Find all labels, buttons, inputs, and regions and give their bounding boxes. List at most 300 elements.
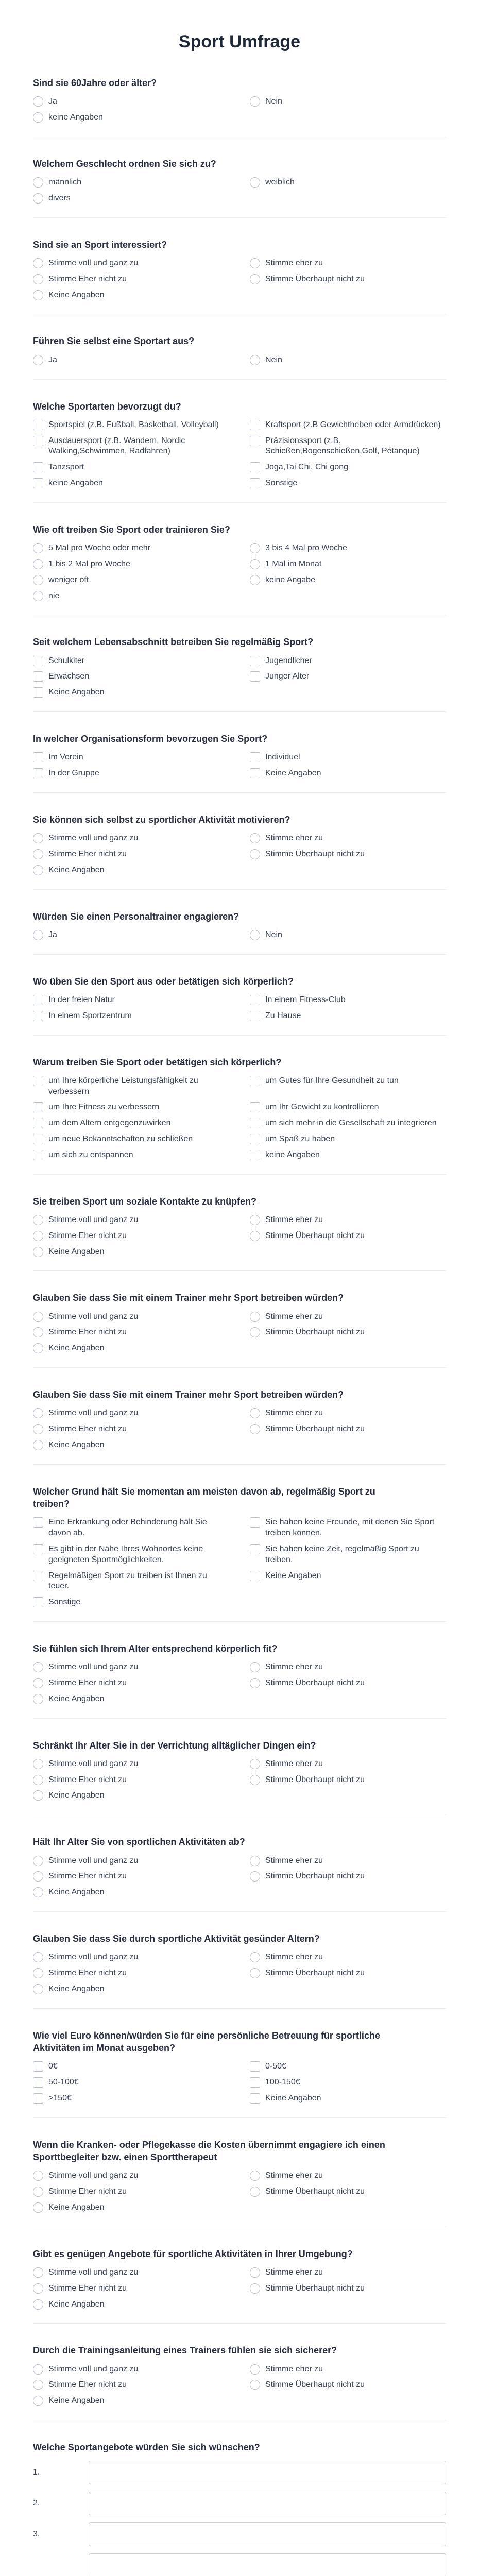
option-label: Individuel (265, 753, 300, 762)
option-label: Präzisionssport (z.B. Schießen,Bogenschießen,Golf, Pétanque) (265, 436, 420, 456)
radio-option[interactable] (33, 112, 229, 123)
radio-button[interactable] (33, 2171, 43, 2181)
checkbox-option[interactable] (250, 1076, 446, 1097)
radio-option[interactable] (250, 1775, 446, 1786)
radio-option[interactable] (250, 177, 446, 188)
option-label: Stimme Eher nicht zu (48, 1231, 127, 1240)
checkbox[interactable] (33, 420, 43, 430)
option-label: Stimme eher zu (265, 1953, 323, 1962)
checkbox-option[interactable] (250, 1134, 446, 1145)
checkbox[interactable] (250, 1011, 260, 1021)
checkbox[interactable] (33, 1517, 43, 1528)
checkbox-option[interactable] (33, 436, 229, 457)
radio-button[interactable] (250, 1678, 260, 1688)
radio-option[interactable] (250, 1662, 446, 1673)
checkbox[interactable] (250, 768, 260, 778)
question-label: Glauben Sie dass Sie durch sportliche Aktivität gesünder Altern? (33, 1933, 320, 1944)
radio-button[interactable] (250, 1408, 260, 1418)
checkbox-option[interactable] (33, 420, 229, 431)
radio-option[interactable] (33, 1952, 229, 1963)
radio-button[interactable] (33, 1678, 43, 1688)
radio-button[interactable] (250, 2364, 260, 2375)
radio-option[interactable] (250, 559, 446, 570)
radio-button[interactable] (250, 2380, 260, 2390)
option-label: Stimme Überhaupt nicht zu (265, 1231, 365, 1240)
checkbox-option[interactable] (33, 478, 229, 489)
checkbox[interactable] (33, 1597, 43, 1607)
checkbox[interactable] (33, 687, 43, 698)
checkbox[interactable] (250, 462, 260, 472)
radio-button[interactable] (33, 2187, 43, 2197)
question-label: Durch die Trainingsanleitung eines Trainers fühlen sie sich sicherer? (33, 2345, 337, 2356)
radio-button[interactable] (250, 1856, 260, 1866)
checkbox[interactable] (33, 656, 43, 666)
radio-button[interactable] (250, 274, 260, 284)
radio-button[interactable] (250, 833, 260, 843)
checkbox[interactable] (250, 752, 260, 762)
checkbox[interactable] (250, 1150, 260, 1160)
checkbox[interactable] (33, 436, 43, 446)
radio-option[interactable] (33, 258, 229, 269)
checkbox-option[interactable] (250, 2077, 446, 2088)
checkbox[interactable] (33, 671, 43, 682)
checkbox[interactable] (33, 462, 43, 472)
radio-button[interactable] (250, 1424, 260, 1434)
radio-option[interactable] (33, 1343, 229, 1354)
option-label: Stimme voll und ganz zu (48, 2267, 139, 2277)
radio-option[interactable] (33, 177, 229, 188)
checkbox-option[interactable] (33, 752, 229, 763)
radio-button[interactable] (250, 177, 260, 188)
checkbox[interactable] (250, 420, 260, 430)
option-label: Stimme eher zu (265, 2171, 323, 2180)
checkbox-option[interactable] (250, 1544, 446, 1566)
radio-button[interactable] (250, 930, 260, 940)
radio-option[interactable] (250, 1231, 446, 1242)
radio-button[interactable] (33, 575, 43, 585)
option-label: Kraftsport (z.B Gewichtheben oder Armdrücken) (265, 420, 441, 429)
checkbox[interactable] (250, 995, 260, 1005)
radio-option[interactable] (33, 1871, 229, 1882)
checkbox[interactable] (250, 1102, 260, 1112)
radio-option[interactable] (250, 274, 446, 285)
option-label: Stimme Eher nicht zu (48, 2380, 127, 2389)
options-grid (33, 1076, 446, 1161)
radio-option[interactable] (250, 1312, 446, 1323)
option-label: Stimme eher zu (265, 1409, 323, 1418)
radio-button[interactable] (250, 1312, 260, 1322)
radio-button[interactable] (33, 1247, 43, 1257)
radio-button[interactable] (33, 1984, 43, 1994)
radio-option[interactable] (250, 258, 446, 269)
option-label: Stimme Eher nicht zu (48, 274, 127, 283)
checkbox-option[interactable] (33, 995, 229, 1006)
question-label: Warum treiben Sie Sport oder betätigen sich körperlich? (33, 1057, 282, 1067)
radio-button[interactable] (33, 1312, 43, 1322)
radio-option[interactable] (250, 2187, 446, 2197)
checkbox[interactable] (33, 1102, 43, 1112)
checkbox-option[interactable] (250, 671, 446, 682)
option-label: Sportspiel (z.B. Fußball, Basketball, Volleyball) (48, 420, 219, 429)
checkbox-option[interactable] (33, 671, 229, 682)
checkbox-option[interactable] (250, 1118, 446, 1129)
checkbox[interactable] (33, 2061, 43, 2072)
wish-input[interactable] (89, 2492, 446, 2515)
radio-option[interactable] (33, 355, 229, 366)
checkbox-option[interactable] (33, 2061, 229, 2072)
radio-option[interactable] (250, 355, 446, 366)
checkbox-option[interactable] (250, 1011, 446, 1022)
radio-option[interactable] (250, 96, 446, 107)
radio-button[interactable] (33, 1759, 43, 1769)
radio-button[interactable] (33, 274, 43, 284)
radio-option[interactable] (33, 1662, 229, 1673)
radio-button[interactable] (33, 930, 43, 940)
radio-button[interactable] (33, 2364, 43, 2375)
checkbox[interactable] (250, 1517, 260, 1528)
checkbox-option[interactable] (250, 1150, 446, 1161)
radio-option[interactable] (250, 2267, 446, 2278)
checkbox[interactable] (250, 478, 260, 488)
checkbox-option[interactable] (250, 1571, 446, 1592)
radio-option[interactable] (33, 2396, 229, 2406)
checkbox[interactable] (33, 1118, 43, 1128)
radio-button[interactable] (33, 1662, 43, 1672)
options-grid (33, 258, 446, 300)
radio-option[interactable] (250, 1856, 446, 1867)
radio-option[interactable] (33, 1694, 229, 1705)
radio-option[interactable] (33, 290, 229, 301)
checkbox-option[interactable] (33, 1118, 229, 1129)
radio-button[interactable] (33, 96, 43, 107)
radio-option[interactable] (33, 1312, 229, 1323)
radio-option[interactable] (33, 575, 229, 586)
checkbox[interactable] (250, 1571, 260, 1581)
radio-option[interactable] (33, 1231, 229, 1242)
radio-option[interactable] (33, 559, 229, 570)
options-grid (33, 1952, 446, 1994)
question-label: Sind sie 60Jahre oder älter? (33, 78, 157, 88)
radio-option[interactable] (250, 2364, 446, 2375)
checkbox-option[interactable] (33, 1571, 229, 1592)
checkbox-option[interactable] (250, 436, 446, 457)
radio-button[interactable] (33, 258, 43, 268)
checkbox[interactable] (33, 1544, 43, 1554)
radio-option[interactable] (33, 591, 229, 602)
checkbox[interactable] (33, 1150, 43, 1160)
radio-button[interactable] (250, 1871, 260, 1882)
question-15 (33, 1388, 446, 1465)
radio-button[interactable] (33, 1968, 43, 1978)
wish-input[interactable] (89, 2553, 446, 2576)
checkbox-option[interactable] (33, 2093, 229, 2104)
checkbox[interactable] (250, 671, 260, 682)
question-17 (33, 1642, 446, 1719)
radio-option[interactable] (250, 1215, 446, 1226)
radio-option[interactable] (33, 274, 229, 285)
radio-button[interactable] (33, 1424, 43, 1434)
checkbox-option[interactable] (33, 1150, 229, 1161)
radio-button[interactable] (250, 1759, 260, 1769)
radio-option[interactable] (250, 1759, 446, 1770)
option-label: Jugendlicher (265, 656, 312, 665)
checkbox-option[interactable] (33, 1011, 229, 1022)
radio-option[interactable] (33, 1424, 229, 1435)
radio-button[interactable] (33, 559, 43, 569)
checkbox[interactable] (250, 1118, 260, 1128)
radio-button[interactable] (33, 290, 43, 300)
option-label: Keine Angaben (48, 688, 105, 697)
radio-button[interactable] (33, 1790, 43, 1801)
radio-option[interactable] (250, 833, 446, 844)
radio-option[interactable] (250, 1408, 446, 1419)
option-label: Stimme voll und ganz zu (48, 2364, 139, 2374)
radio-option[interactable] (33, 865, 229, 876)
radio-button[interactable] (250, 2267, 260, 2278)
radio-button[interactable] (250, 849, 260, 859)
radio-option[interactable] (33, 2283, 229, 2294)
checkbox-option[interactable] (250, 462, 446, 473)
radio-button[interactable] (250, 355, 260, 365)
checkbox-option[interactable] (250, 420, 446, 431)
checkbox-option[interactable] (33, 768, 229, 779)
option-label: Stimme Überhaupt nicht zu (265, 1425, 365, 1434)
radio-option[interactable] (33, 1678, 229, 1689)
radio-button[interactable] (33, 355, 43, 365)
radio-button[interactable] (250, 1952, 260, 1962)
radio-button[interactable] (250, 1231, 260, 1241)
checkbox-option[interactable] (250, 478, 446, 489)
radio-button[interactable] (250, 575, 260, 585)
option-label: Stimme voll und ganz zu (48, 1663, 139, 1672)
checkbox-option[interactable] (250, 752, 446, 763)
question-23 (33, 2248, 446, 2324)
radio-button[interactable] (33, 177, 43, 188)
checkbox[interactable] (33, 478, 43, 488)
radio-button[interactable] (33, 2396, 43, 2406)
radio-button[interactable] (33, 2380, 43, 2390)
checkbox-option[interactable] (33, 1517, 229, 1539)
radio-option[interactable] (33, 849, 229, 860)
radio-option[interactable] (250, 543, 446, 554)
option-label: Stimme Überhaupt nicht zu (265, 850, 365, 858)
wish-input[interactable] (89, 2522, 446, 2546)
radio-button[interactable] (33, 1775, 43, 1785)
radio-option[interactable] (33, 543, 229, 554)
radio-option[interactable] (250, 2283, 446, 2294)
radio-button[interactable] (250, 1327, 260, 1337)
checkbox-option[interactable] (33, 1597, 229, 1608)
radio-option[interactable] (33, 2364, 229, 2375)
radio-button[interactable] (33, 1952, 43, 1962)
option-label: 0€ (48, 2062, 58, 2071)
checkbox-option[interactable] (250, 1102, 446, 1113)
checkbox-option[interactable] (33, 1076, 229, 1097)
radio-option[interactable] (33, 2380, 229, 2391)
radio-option[interactable] (33, 1775, 229, 1786)
radio-option[interactable] (33, 1759, 229, 1770)
checkbox[interactable] (33, 1011, 43, 1021)
checkbox[interactable] (250, 1134, 260, 1144)
checkbox[interactable] (250, 436, 260, 446)
option-label: Schulkiter (48, 656, 85, 665)
radio-option[interactable] (33, 930, 229, 941)
checkbox-option[interactable] (250, 656, 446, 667)
radio-button[interactable] (33, 865, 43, 875)
checkbox-option[interactable] (250, 2093, 446, 2104)
checkbox[interactable] (33, 752, 43, 762)
checkbox[interactable] (250, 656, 260, 666)
radio-option[interactable] (250, 1968, 446, 1979)
radio-button[interactable] (33, 1343, 43, 1353)
option-label: Stimme Eher nicht zu (48, 2283, 127, 2293)
radio-option[interactable] (33, 2267, 229, 2278)
radio-button[interactable] (33, 193, 43, 204)
radio-button[interactable] (250, 2171, 260, 2181)
radio-option[interactable] (33, 1856, 229, 1867)
radio-option[interactable] (250, 930, 446, 941)
row-number: 3. (33, 2530, 40, 2539)
option-label: Keine Angaben (48, 2299, 105, 2309)
radio-button[interactable] (250, 2283, 260, 2294)
option-label: keine Angabe (265, 575, 315, 584)
radio-option[interactable] (250, 1424, 446, 1435)
radio-button[interactable] (33, 1231, 43, 1241)
radio-button[interactable] (250, 2187, 260, 2197)
radio-option[interactable] (33, 2187, 229, 2197)
radio-option[interactable] (33, 1247, 229, 1258)
checkbox-option[interactable] (33, 2077, 229, 2088)
option-label: 100-150€ (265, 2078, 300, 2087)
radio-option[interactable] (33, 1968, 229, 1979)
radio-button[interactable] (33, 2267, 43, 2278)
radio-button[interactable] (250, 559, 260, 569)
question-21 (33, 2029, 446, 2118)
radio-button[interactable] (33, 2283, 43, 2294)
radio-option[interactable] (33, 1215, 229, 1226)
radio-option[interactable] (250, 575, 446, 586)
radio-button[interactable] (33, 1871, 43, 1882)
checkbox[interactable] (250, 1076, 260, 1086)
radio-option[interactable] (33, 2299, 229, 2310)
radio-button[interactable] (33, 833, 43, 843)
radio-option[interactable] (33, 1984, 229, 1995)
wish-input[interactable] (89, 2461, 446, 2484)
question-6 (33, 523, 446, 615)
checkbox[interactable] (250, 2061, 260, 2072)
radio-button[interactable] (250, 543, 260, 553)
radio-button[interactable] (33, 543, 43, 553)
radio-option[interactable] (250, 849, 446, 860)
radio-option[interactable] (250, 1678, 446, 1689)
radio-option[interactable] (250, 2171, 446, 2181)
radio-button[interactable] (250, 1662, 260, 1672)
question-18 (33, 1739, 446, 1816)
radio-option[interactable] (250, 1327, 446, 1338)
radio-button[interactable] (33, 591, 43, 601)
radio-button[interactable] (33, 112, 43, 123)
radio-option[interactable] (33, 193, 229, 204)
checkbox-option[interactable] (33, 656, 229, 667)
option-label: um Ihre Fitness zu verbessern (48, 1103, 160, 1112)
checkbox-option[interactable] (250, 2061, 446, 2072)
checkbox[interactable] (250, 2093, 260, 2104)
radio-button[interactable] (33, 2202, 43, 2213)
radio-option[interactable] (250, 1871, 446, 1882)
checkbox-option[interactable] (33, 1102, 229, 1113)
checkbox-option[interactable] (33, 1544, 229, 1566)
radio-button[interactable] (33, 1215, 43, 1225)
radio-button[interactable] (33, 1408, 43, 1418)
radio-option[interactable] (33, 1408, 229, 1419)
option-label: Keine Angaben (48, 1440, 105, 1449)
option-label: nie (48, 591, 60, 600)
checkbox[interactable] (33, 1134, 43, 1144)
radio-button[interactable] (250, 1968, 260, 1978)
radio-option[interactable] (33, 1790, 229, 1801)
checkbox[interactable] (33, 995, 43, 1005)
checkbox-option[interactable] (250, 768, 446, 779)
checkbox[interactable] (33, 2077, 43, 2088)
option-label: weniger oft (48, 575, 89, 584)
checkbox[interactable] (33, 2093, 43, 2104)
radio-option[interactable] (33, 96, 229, 107)
option-label: Regelmäßigen Sport zu treiben ist Ihnen zu teuer. (48, 1571, 207, 1591)
radio-button[interactable] (33, 2299, 43, 2310)
radio-option[interactable] (33, 1440, 229, 1451)
radio-button[interactable] (33, 1440, 43, 1450)
checkbox[interactable] (33, 1076, 43, 1086)
checkbox-option[interactable] (33, 1134, 229, 1145)
radio-button[interactable] (33, 849, 43, 859)
option-label: keine Angaben (48, 479, 103, 488)
radio-button[interactable] (250, 1215, 260, 1225)
radio-button[interactable] (33, 1856, 43, 1866)
radio-option[interactable] (33, 1887, 229, 1898)
radio-button[interactable] (250, 258, 260, 268)
checkbox[interactable] (250, 2077, 260, 2088)
option-label: Stimme eher zu (265, 1312, 323, 1321)
radio-button[interactable] (33, 1327, 43, 1337)
options-grid (33, 420, 446, 489)
radio-option[interactable] (33, 1327, 229, 1338)
checkbox-option[interactable] (33, 462, 229, 473)
radio-option[interactable] (250, 2380, 446, 2391)
checkbox[interactable] (33, 768, 43, 778)
option-label: Sonstige (48, 1598, 81, 1607)
checkbox-option[interactable] (250, 1517, 446, 1539)
radio-option[interactable] (33, 2202, 229, 2213)
checkbox[interactable] (33, 1571, 43, 1581)
question-9 (33, 814, 446, 890)
option-label: Stimme Eher nicht zu (48, 1775, 127, 1784)
radio-button[interactable] (33, 1887, 43, 1897)
options-grid (33, 2267, 446, 2310)
radio-option[interactable] (33, 833, 229, 844)
radio-button[interactable] (33, 1694, 43, 1704)
radio-option[interactable] (250, 1952, 446, 1963)
option-label: Nein (265, 930, 282, 939)
checkbox-option[interactable] (250, 995, 446, 1006)
radio-option[interactable] (33, 2171, 229, 2181)
question-16 (33, 1485, 446, 1622)
checkbox-option[interactable] (33, 687, 229, 698)
radio-button[interactable] (250, 1775, 260, 1785)
checkbox[interactable] (250, 1544, 260, 1554)
option-label: Stimme Überhaupt nicht zu (265, 2283, 365, 2293)
options-grid (33, 543, 446, 601)
radio-button[interactable] (250, 96, 260, 107)
